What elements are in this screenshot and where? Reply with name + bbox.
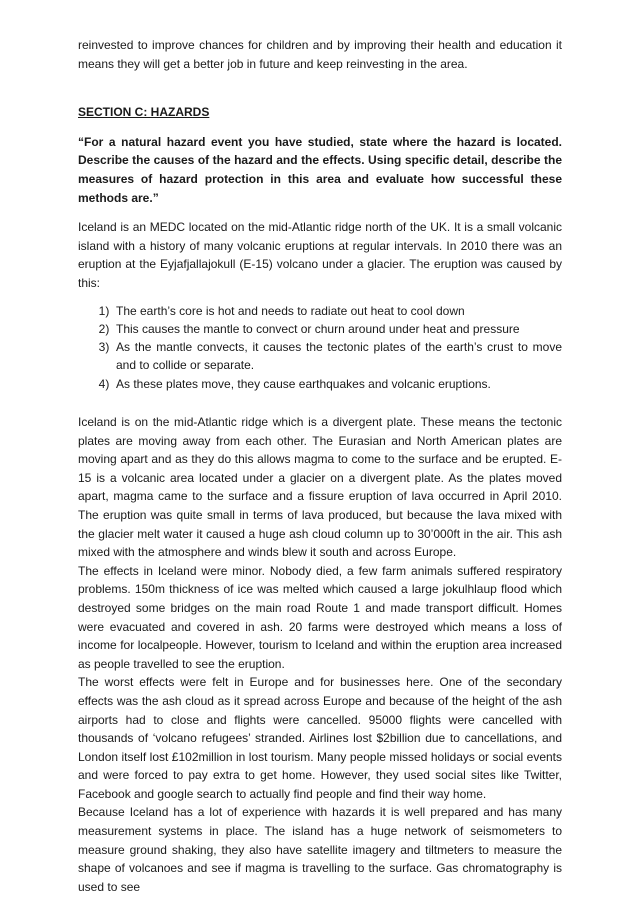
list-item: 3. As the mantle convects, it causes the tectonic plates of the earth’s crust to move and to collide or separate. <box>116 338 562 375</box>
paragraph-effects-europe: The worst effects were felt in Europe and for businesses here. One of the secondary effects was the ash cloud as it spread across Europe and because of the height of the ash airports had to close and flights were cancelled. 95000 flights were cancelled with thousands of ‘volcano refugees’ stranded. Airlines lost $2billion due to cancellations, and London itself lost £102million in lost tourism. Many people missed holidays or social events and were forced to pay extra to get home. However, they used social sites like Twitter, Facebook and google search to actually find people and find their way home. <box>78 675 562 801</box>
paragraph-effects-iceland: The effects in Iceland were minor. Nobody died, a few farm animals suffered respiratory problems. 150m thickness of ice was melted which caused a large jokulhlaup flood which destroyed some bridges on the main road Route 1 and made transport difficult. Homes were evacuated and covered in ash. 20 farms were destroyed which means a loss of income for localpeople. However, tourism to Iceland and within the eruption area increased as people travelled to see the eruption. <box>78 563 562 671</box>
paragraph-location: Iceland is an MEDC located on the mid-Atlantic ridge north of the UK. It is a small volcanic island with a history of many volcanic eruptions at regular intervals. In 2010 there was an eruption at the Eyjafjallajokull (E-15) volcano under a glacier. The eruption was caused by this: <box>78 220 562 290</box>
section-heading: SECTION C: HAZARDS <box>78 105 210 120</box>
paragraph-causes: Iceland is on the mid-Atlantic ridge which is a divergent plate. These means the tectonic plates are moving away from each other. The Eurasian and North American plates are moving apart and as they do this allows magma to come to the surface and be erupted. E-15 is a volcanic area located under a glacier on a divergent plate. As the plates moved apart, magma came to the surface and a fissure eruption of lava occurred in April 2010. The eruption was quite small in terms of lava produced, but because the lava mixed with the glacier melt water it caused a huge ash cloud column up to 30’000ft in the air. This ash mixed with the atmosphere and winds blew it south and across Europe. <box>78 415 562 560</box>
paragraph-protection: Because Iceland has a lot of experience with hazards it is well prepared and has many measurement systems in place. The island has a huge network of seismometers to measure ground shaking, they also have satellite imagery and tiltmeters to measure the shape of volcanoes and see if magma is travelling to the surface. Gas chromatography is used to see <box>78 805 562 894</box>
list-item: 2. This causes the mantle to convect or churn around under heat and pressure <box>116 320 562 338</box>
list-item: 4. As these plates move, they cause earthquakes and volcanic eruptions. <box>116 375 562 393</box>
causes-list <box>78 302 562 393</box>
list-item: 1. The earth’s core is hot and needs to radiate out heat to cool down <box>116 302 562 320</box>
question-paragraph: “For a natural hazard event you have studied, state where the hazard is located. Describe the causes of the hazard and the effects. Using specific detail, describe the measures of hazard protection in this area and evaluate how successful these methods are.” <box>78 134 562 205</box>
intro-continuation-paragraph: reinvested to improve chances for children and by improving their health and education it means they will get a better job in future and keep reinvesting in the area. <box>78 38 562 71</box>
document-page <box>78 36 562 896</box>
